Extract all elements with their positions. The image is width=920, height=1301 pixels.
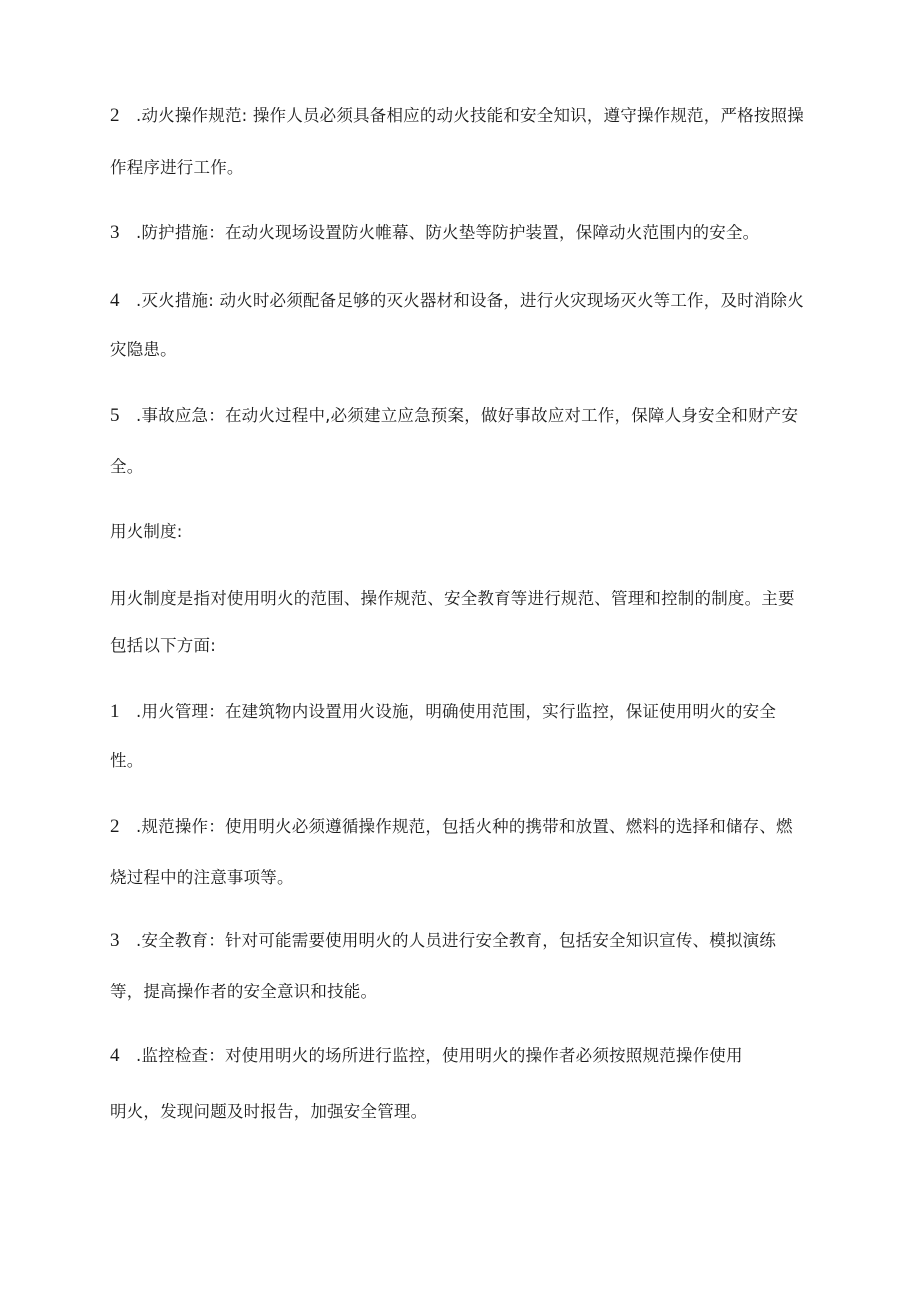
list-item-text: .灭火措施: 动火时必须配备足够的灭火器材和设备，进行火灾现场灭火等工作，及时消除火	[136, 291, 804, 310]
list-item-b4-line2: 明火，发现问题及时报告，加强安全管理。	[110, 1102, 428, 1121]
list-item-text: .动火操作规范: 操作人员必须具备相应的动火技能和安全知识，遵守操作规范，严格按照操	[136, 106, 804, 125]
list-number: 4	[110, 290, 120, 311]
list-number: 1	[110, 701, 120, 722]
list-item-text: .事故应急：在动火过程中,必须建立应急预案，做好事故应对工作，保障人身安全和财产安	[136, 406, 799, 425]
list-number: 5	[110, 405, 120, 426]
list-item-b3-line2: 等，提高操作者的安全意识和技能。	[110, 982, 378, 1001]
intro-line1: 用火制度是指对使用明火的范围、操作规范、安全教育等进行规范、管理和控制的制度。主要	[110, 589, 795, 608]
list-item-b1-line1	[110, 700, 776, 724]
list-item-a3-line1	[110, 289, 804, 313]
list-item-text: .规范操作：使用明火必须遵循操作规范，包括火种的携带和放置、燃料的选择和储存、燃	[136, 817, 793, 836]
list-item-a4-line2: 全。	[110, 457, 144, 476]
list-item-b3-line1	[110, 929, 776, 953]
list-number: 2	[110, 816, 120, 837]
list-item-b2-line2: 烧过程中的注意事项等。	[110, 868, 294, 887]
list-item-a3-line2: 灾隐患。	[110, 340, 177, 359]
list-item-a1-line2: 作程序进行工作。	[110, 158, 244, 177]
list-number: 3	[110, 222, 120, 243]
list-item-a4-line1	[110, 404, 798, 428]
list-item-text: .监控检查：对使用明火的场所进行监控，使用明火的操作者必须按照规范操作使用	[136, 1046, 743, 1065]
list-item-a1-line1	[110, 104, 804, 128]
list-number: 2	[110, 105, 120, 126]
section-title: 用火制度:	[110, 522, 183, 541]
list-item-text: .安全教育：针对可能需要使用明火的人员进行安全教育，包括安全知识宣传、模拟演练	[136, 931, 777, 950]
list-item-b2-line1	[110, 815, 793, 839]
list-item-text: .用火管理：在建筑物内设置用火设施，明确使用范围，实行监控，保证使用明火的安全	[136, 702, 777, 721]
list-item-b4-line1	[110, 1044, 743, 1068]
list-item-b1-line2: 性。	[110, 751, 144, 770]
list-number: 3	[110, 930, 120, 951]
list-item-a2-line1	[110, 221, 759, 245]
intro-line2: 包括以下方面:	[110, 636, 216, 655]
list-number: 4	[110, 1045, 120, 1066]
list-item-text: .防护措施：在动火现场设置防火帷幕、防火垫等防护装置，保障动火范围内的安全。	[136, 223, 760, 242]
